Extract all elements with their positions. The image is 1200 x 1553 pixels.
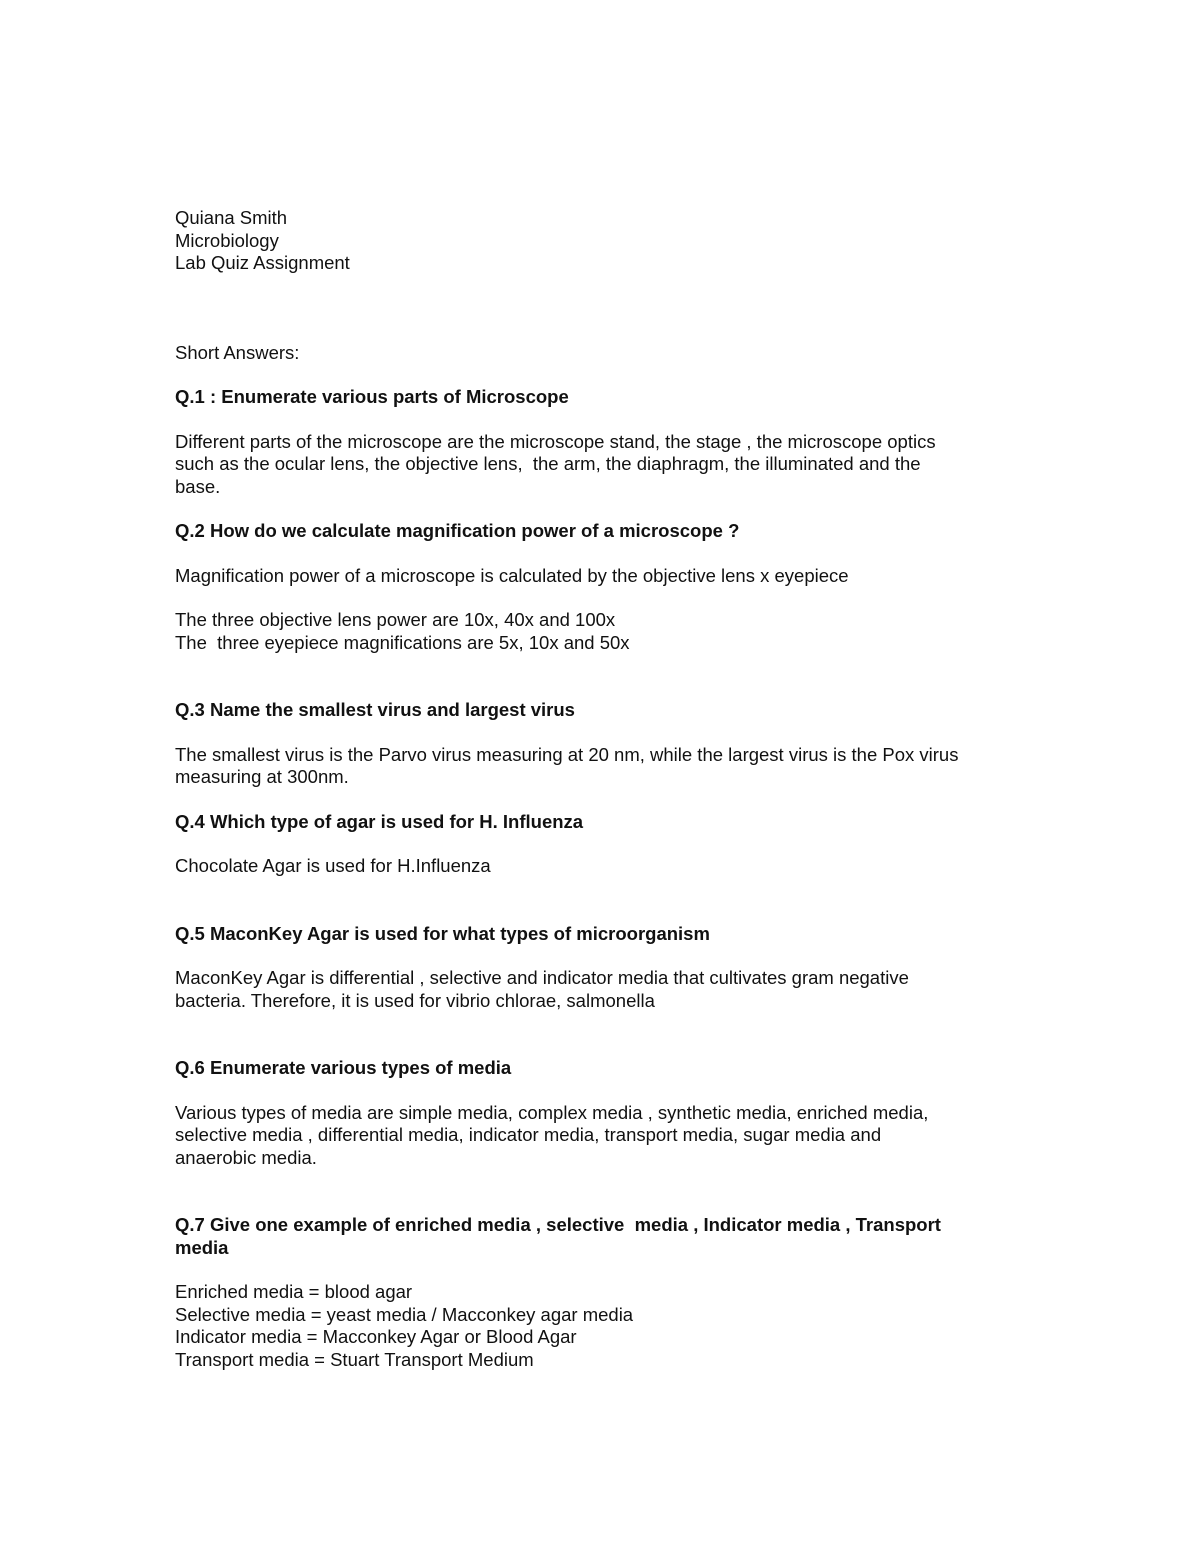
question-2: Q.2 How do we calculate magnification power of a microscope ? [175, 520, 740, 541]
answer-6 [175, 1102, 1055, 1170]
question-3: Q.3 Name the smallest virus and largest virus [175, 699, 575, 720]
answer-1 [175, 431, 1055, 499]
section-label: Short Answers: [175, 341, 300, 363]
answer-2-details [175, 609, 1055, 654]
question-5: Q.5 MaconKey Agar is used for what types of microorganism [175, 922, 710, 944]
document-page [175, 207, 1055, 1371]
question-6: Q.6 Enumerate various types of media [175, 1057, 512, 1078]
answer-6-line-1: Various types of media are simple media, complex media , synthetic media, enriched media, [175, 1101, 929, 1123]
answer-5-line-1: MaconKey Agar is differential , selective and indicator media that cultivates gram negative [175, 967, 909, 988]
answer-2-detail-2: The three eyepiece magnifications are 5x, 10x and 50x [175, 631, 630, 653]
question-7-line-2: media [175, 1236, 229, 1258]
answer-7 [175, 1281, 1055, 1371]
assignment-title: Lab Quiz Assignment [175, 252, 350, 273]
answer-7-line-2: Selective media = yeast media / Macconkey agar media [175, 1303, 634, 1325]
answer-4 [175, 855, 1055, 878]
answer-7-line-3: Indicator media = Macconkey Agar or Blood Agar [175, 1326, 577, 1347]
answer-5 [175, 967, 1055, 1012]
answer-3-line-1: The smallest virus is the Parvo virus measuring at 20 nm, while the largest virus is the Pox virus [175, 743, 959, 765]
answer-4-line-1: Chocolate Agar is used for H.Influenza [175, 855, 491, 876]
answer-2-detail-1: The three objective lens power are 10x, 40x and 100x [175, 609, 616, 630]
answer-2 [175, 565, 1055, 588]
question-1: Q.1 : Enumerate various parts of Microscope [175, 386, 569, 407]
question-7 [175, 1214, 1055, 1259]
answer-1-line-1: Different parts of the microscope are the microscope stand, the stage , the microscope optics [175, 430, 936, 452]
student-name: Quiana Smith [175, 207, 288, 228]
course-name: Microbiology [175, 229, 279, 251]
question-4: Q.4 Which type of agar is used for H. Influenza [175, 810, 584, 832]
answer-6-line-2: selective media , differential media, indicator media, transport media, sugar media and [175, 1124, 882, 1145]
answer-7-line-1: Enriched media = blood agar [175, 1281, 413, 1302]
answer-2-line-1: Magnification power of a microscope is calculated by the objective lens x eyepiece [175, 564, 849, 586]
answer-7-line-4: Transport media = Stuart Transport Medium [175, 1348, 534, 1370]
question-7-line-1: Q.7 Give one example of enriched media , selective media , Indicator media , Transport [175, 1214, 941, 1235]
answer-1-line-2: such as the ocular lens, the objective lens, the arm, the diaphragm, the illuminated and the [175, 453, 921, 474]
answer-3-line-2: measuring at 300nm. [175, 766, 349, 787]
answer-6-line-3: anaerobic media. [175, 1146, 317, 1168]
answer-3 [175, 744, 1055, 789]
answer-5-line-2: bacteria. Therefore, it is used for vibrio chlorae, salmonella [175, 989, 655, 1011]
answer-1-line-3: base. [175, 475, 221, 497]
